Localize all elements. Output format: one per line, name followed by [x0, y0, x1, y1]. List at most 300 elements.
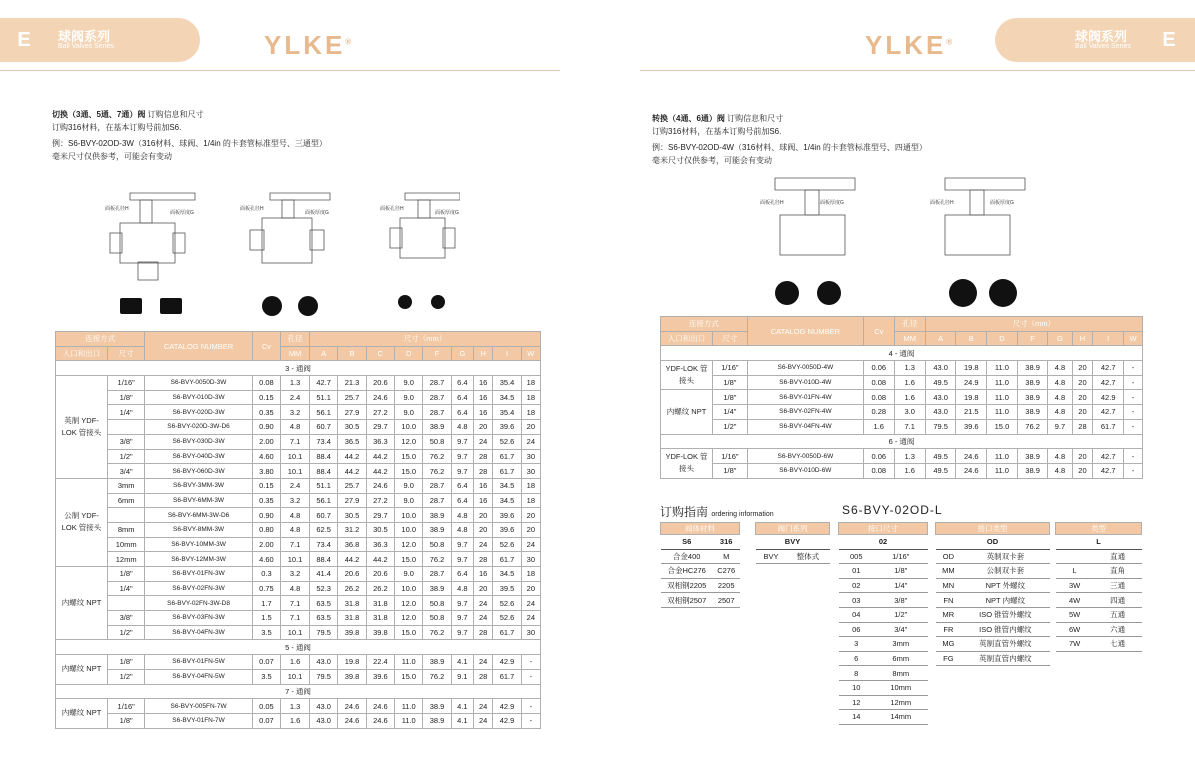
table-cell: C276 [713, 564, 740, 579]
col-a: A [925, 331, 956, 346]
list-item [936, 593, 1050, 608]
list-item [936, 564, 1050, 579]
table-cell: 76.2 [423, 625, 451, 640]
table-row [56, 611, 541, 626]
table-cell: 63.5 [310, 611, 338, 626]
table-row [56, 405, 541, 420]
col-f: F [423, 346, 451, 361]
table-cell: S6-BVY-01FN-5W [145, 655, 252, 670]
table-cell: 8mm [874, 666, 927, 681]
table-cell: 10mm [108, 537, 145, 552]
right-spec-table [660, 316, 1143, 479]
col-a: A [310, 346, 338, 361]
table-cell: 8mm [108, 522, 145, 537]
table-cell: S6-BVY-02FN-3W [145, 581, 252, 596]
table-cell: - [1124, 463, 1143, 478]
section-row [661, 434, 1143, 449]
ordering-size-table [838, 522, 928, 725]
table-cell: - [521, 669, 540, 684]
table-cell: 3 [839, 637, 875, 652]
list-item [839, 622, 928, 637]
table-cell: 20 [1072, 463, 1093, 478]
col-mm: MM [894, 331, 925, 346]
table-cell: 30.5 [338, 508, 366, 523]
list-item [839, 578, 928, 593]
col-w: W [521, 346, 540, 361]
table-cell: 52.6 [493, 611, 521, 626]
table-cell: 3mm [108, 478, 145, 493]
table-cell: 直通 [1094, 549, 1142, 564]
table-cell: 28 [474, 449, 493, 464]
group-label: 英制 YDF-LOK 管接头 [56, 376, 108, 479]
table-cell: 79.5 [310, 669, 338, 684]
table-cell: 16 [474, 405, 493, 420]
table-cell: 15.0 [395, 669, 423, 684]
table-cell: 0.06 [863, 449, 894, 464]
table-cell: 0.35 [252, 493, 280, 508]
table-cell: 38.9 [423, 713, 451, 728]
group-label: 内螺纹 NPT [56, 699, 108, 728]
table-cell: 1/2" [713, 419, 748, 434]
table-cell: 1/2" [874, 607, 927, 622]
table-cell: 26.2 [338, 581, 366, 596]
table-cell: 0.90 [252, 420, 280, 435]
table-cell: 6W [1056, 622, 1094, 637]
list-item [1056, 564, 1142, 579]
table-cell: 1.6 [281, 655, 310, 670]
table-cell: 20 [521, 508, 540, 523]
table-row [56, 713, 541, 728]
material-header: 阀体材料 [661, 523, 740, 535]
group-label: 内螺纹 NPT [56, 567, 108, 640]
table-cell: MG [936, 637, 962, 652]
right-header-tab [995, 18, 1195, 62]
table-cell: 9.1 [451, 669, 473, 684]
table-cell: 3mm [874, 637, 927, 652]
table-cell: 51.1 [310, 478, 338, 493]
table-cell: 1/16" [713, 361, 748, 376]
table-cell: 11.0 [987, 361, 1018, 376]
table-cell: 39.6 [493, 508, 521, 523]
table-cell: S6-BVY-060D-3W [145, 464, 252, 479]
table-cell: 0.07 [252, 655, 280, 670]
col-h: H [1072, 331, 1093, 346]
table-cell: 28 [474, 669, 493, 684]
table-cell: 1/2" [108, 625, 145, 640]
table-cell: 76.2 [423, 552, 451, 567]
table-row [56, 508, 541, 523]
table-cell: 10 [839, 680, 875, 695]
group-label: 公制 YDF-LOK 管接头 [56, 478, 108, 566]
table-cell: 4.60 [252, 552, 280, 567]
table-cell: 51.1 [310, 390, 338, 405]
table-row [56, 434, 541, 449]
table-cell: 6 - 通阀 [661, 434, 1143, 449]
table-cell: 9.7 [451, 464, 473, 479]
table-cell: NPT 内螺纹 [961, 593, 1049, 608]
col-b: B [338, 346, 366, 361]
table-cell: 3.2 [281, 567, 310, 582]
table-cell: 39.8 [366, 625, 394, 640]
col-i: I [1093, 331, 1124, 346]
table-cell: 31.8 [366, 611, 394, 626]
table-cell: 18 [521, 478, 540, 493]
table-row [661, 390, 1143, 405]
table-cell: 0.3 [252, 567, 280, 582]
table-cell: 1/4" [108, 581, 145, 596]
table-cell: 1/16" [108, 376, 145, 391]
table-cell: ISO 锥管内螺纹 [961, 622, 1049, 637]
table-cell: 01 [839, 564, 875, 579]
table-cell: 1/8" [108, 390, 145, 405]
table-row [56, 449, 541, 464]
list-item [661, 564, 740, 579]
table-cell: S6-BVY-040D-3W [145, 449, 252, 464]
table-cell [108, 596, 145, 611]
table-cell: 10mm [874, 680, 927, 695]
table-cell: 79.5 [310, 625, 338, 640]
table-cell: 15.0 [395, 625, 423, 640]
col-f: F [1017, 331, 1048, 346]
table-cell: 15.0 [395, 464, 423, 479]
table-cell: 1.3 [894, 449, 925, 464]
table-cell: 1.3 [894, 361, 925, 376]
table-cell: 6 [839, 651, 875, 666]
table-cell: 50.8 [423, 611, 451, 626]
table-cell: S6-BVY-12MM-3W [145, 552, 252, 567]
table-row [56, 552, 541, 567]
table-cell: 61.7 [493, 552, 521, 567]
table-cell: 30.5 [338, 420, 366, 435]
table-cell: 1/16" [713, 449, 748, 464]
table-cell: 3/4" [108, 464, 145, 479]
list-item [936, 651, 1050, 666]
table-row [56, 522, 541, 537]
table-cell: 9.7 [451, 625, 473, 640]
table-cell: 1/8" [713, 390, 748, 405]
table-cell: 24.6 [366, 478, 394, 493]
table-cell: 1/8" [713, 375, 748, 390]
col-cv: Cv [252, 332, 280, 361]
table-cell: 1/8" [108, 567, 145, 582]
table-cell: 42.7 [1093, 463, 1124, 478]
table-cell: 16 [474, 567, 493, 582]
table-cell: 61.7 [493, 449, 521, 464]
table-cell: 31.8 [338, 611, 366, 626]
section-title: 球阀系列 [58, 29, 111, 44]
series-header: 阀门系列 [756, 523, 830, 535]
table-cell: 三通 [1094, 578, 1142, 593]
table-cell: 3/8" [108, 611, 145, 626]
table-cell: 22.4 [366, 655, 394, 670]
table-cell: 36.3 [366, 537, 394, 552]
table-cell: 0.28 [863, 405, 894, 420]
group-label: YDF-LOK 管接头 [661, 361, 713, 390]
table-cell: 9.7 [451, 596, 473, 611]
table-cell: 0.08 [863, 390, 894, 405]
table-cell: S6-BVY-010D-6W [747, 463, 863, 478]
table-cell: 38.9 [1017, 405, 1048, 420]
list-item [839, 564, 928, 579]
table-cell: 12.0 [395, 596, 423, 611]
valve-drawings-4way [755, 168, 1035, 313]
table-row [56, 625, 541, 640]
table-cell: 25.7 [338, 390, 366, 405]
table-cell: 42.7 [1093, 375, 1124, 390]
table-cell: - [521, 655, 540, 670]
table-cell: 9.7 [451, 552, 473, 567]
list-item [661, 549, 740, 564]
table-cell: 14 [839, 710, 875, 725]
table-cell: 1/8" [874, 564, 927, 579]
table-cell: S6-BVY-04FN-5W [145, 669, 252, 684]
table-cell: 11.0 [395, 699, 423, 714]
table-cell: 4.8 [281, 508, 310, 523]
table-cell: 1.6 [894, 375, 925, 390]
table-cell: 44.2 [366, 449, 394, 464]
list-item [1056, 637, 1142, 652]
table-cell: 61.7 [493, 464, 521, 479]
list-item [936, 549, 1050, 564]
table-cell: 24.6 [366, 713, 394, 728]
list-item [839, 637, 928, 652]
table-cell: 3.5 [252, 625, 280, 640]
table-cell: 11.0 [987, 449, 1018, 464]
table-row [56, 464, 541, 479]
col-hole: 孔径 [894, 317, 925, 332]
table-row [661, 361, 1143, 376]
ordering-code-row [839, 535, 928, 550]
section-title: 球阀系列 [1075, 29, 1128, 44]
table-cell: 43.0 [925, 361, 956, 376]
table-cell: 1.3 [281, 699, 310, 714]
table-cell: S6-BVY-6MM-3W-D6 [145, 508, 252, 523]
table-cell: 24.6 [366, 699, 394, 714]
table-cell: 88.4 [310, 552, 338, 567]
table-cell: 005 [839, 549, 875, 564]
table-cell: 30 [521, 552, 540, 567]
table-cell: 3.80 [252, 464, 280, 479]
table-cell: 76.2 [423, 449, 451, 464]
svg-text:面板厚度G: 面板厚度G [990, 200, 1014, 206]
type-header: 接口类型 [936, 523, 1050, 535]
table-cell: 16 [474, 390, 493, 405]
table-cell: 42.9 [1093, 390, 1124, 405]
table-cell: 4.60 [252, 449, 280, 464]
table-cell: 42.7 [1093, 449, 1124, 464]
table-cell: 49.5 [925, 375, 956, 390]
table-cell: - [1124, 361, 1143, 376]
table-cell: 4.8 [1048, 390, 1072, 405]
table-row [661, 449, 1143, 464]
table-cell: S6-BVY-010D-4W [747, 375, 863, 390]
table-cell: 2.4 [281, 478, 310, 493]
table-cell: S6-BVY-01FN-3W [145, 567, 252, 582]
table-cell: 03 [839, 593, 875, 608]
table-cell: 49.5 [925, 449, 956, 464]
table-cell: 16 [474, 376, 493, 391]
table-cell: S6-BVY-0050D-3W [145, 376, 252, 391]
table-cell: 29.7 [366, 508, 394, 523]
svg-text:面板厚度G: 面板厚度G [435, 210, 459, 216]
table-cell: 39.5 [493, 581, 521, 596]
table-cell: 39.8 [338, 669, 366, 684]
table-cell: 28.7 [423, 478, 451, 493]
table-cell: 7 - 通阀 [56, 684, 541, 699]
table-cell: 19.8 [956, 361, 987, 376]
table-row [56, 567, 541, 582]
table-cell: 1/4" [874, 578, 927, 593]
table-cell: 5 - 通阀 [56, 640, 541, 655]
table-cell: 04 [839, 607, 875, 622]
group-label: 内螺纹 NPT [56, 655, 108, 684]
table-cell: 20 [1072, 390, 1093, 405]
table-cell: 52.3 [310, 581, 338, 596]
table-cell: 9.0 [395, 478, 423, 493]
table-row [56, 581, 541, 596]
ordering-example-code: S6-BVY-02OD-L [842, 503, 943, 517]
col-inlet: 入口和出口 [56, 346, 108, 361]
col-d: D [395, 346, 423, 361]
table-cell: 2.00 [252, 537, 280, 552]
divider [0, 70, 560, 71]
section-subtitle: Ball Valves Series [1075, 43, 1131, 50]
table-cell: L [1056, 535, 1142, 550]
table-cell: 34.5 [493, 478, 521, 493]
list-item [1056, 607, 1142, 622]
table-cell: 38.9 [1017, 449, 1048, 464]
table-row [56, 376, 541, 391]
table-cell: 1/8" [713, 463, 748, 478]
table-cell: 28 [474, 552, 493, 567]
table-cell: 06 [839, 622, 875, 637]
table-cell: 27.9 [338, 405, 366, 420]
table-row [56, 669, 541, 684]
table-cell: - [521, 699, 540, 714]
table-cell: 0.15 [252, 390, 280, 405]
table-cell: 24 [474, 655, 493, 670]
table-cell: 7.1 [894, 419, 925, 434]
table-cell: 20 [474, 420, 493, 435]
table-cell: 4.8 [281, 581, 310, 596]
valve-drawings-3way [100, 178, 460, 323]
table-cell: 43.0 [925, 405, 956, 420]
table-cell: 10.0 [395, 508, 423, 523]
table-cell: 43.0 [925, 390, 956, 405]
table-cell: 20 [1072, 361, 1093, 376]
table-cell: 3/8" [108, 434, 145, 449]
table-cell: 24 [521, 537, 540, 552]
table-cell: 12.0 [395, 434, 423, 449]
section-row [56, 361, 541, 376]
table-cell: 12mm [108, 552, 145, 567]
table-cell: 11.0 [987, 463, 1018, 478]
table-cell: 5W [1056, 607, 1094, 622]
table-cell: 1.3 [281, 376, 310, 391]
table-cell: 双相钢2205 [661, 578, 713, 593]
list-item [1056, 622, 1142, 637]
table-cell: S6-BVY-8MM-3W [145, 522, 252, 537]
table-cell: 0.15 [252, 478, 280, 493]
svg-text:面板厚度G: 面板厚度G [170, 210, 194, 216]
table-cell: 18 [521, 405, 540, 420]
table-cell: 29.7 [366, 420, 394, 435]
table-cell: 39.6 [956, 419, 987, 434]
col-cv: Cv [863, 317, 894, 346]
table-cell: 18 [521, 390, 540, 405]
table-cell: 20 [521, 420, 540, 435]
table-cell: 24 [521, 434, 540, 449]
table-cell: 25.7 [338, 478, 366, 493]
table-cell: 9.0 [395, 376, 423, 391]
table-cell: 4W [1056, 593, 1094, 608]
table-cell: 0.35 [252, 405, 280, 420]
col-dims: 尺寸（mm） [310, 332, 541, 347]
table-cell: 20.6 [366, 376, 394, 391]
table-cell: 88.4 [310, 449, 338, 464]
table-cell: 34.5 [493, 493, 521, 508]
table-cell: 24 [474, 537, 493, 552]
table-cell: 35.4 [493, 376, 521, 391]
table-cell: 11.0 [987, 375, 1018, 390]
table-cell: 43.0 [310, 713, 338, 728]
table-cell: 39.6 [366, 669, 394, 684]
size-header: 接口尺寸 [839, 523, 928, 535]
table-cell: 24 [521, 611, 540, 626]
table-cell: 公制双卡套 [961, 564, 1049, 579]
table-cell: 10.1 [281, 552, 310, 567]
table-cell: 10.0 [395, 581, 423, 596]
table-cell: FN [936, 593, 962, 608]
table-cell: BVY [756, 535, 830, 550]
table-cell: 44.2 [338, 464, 366, 479]
table-cell: 4.8 [1048, 449, 1072, 464]
table-cell: - [521, 713, 540, 728]
table-cell: 0.05 [252, 699, 280, 714]
table-cell: 12.0 [395, 537, 423, 552]
table-cell: 6.4 [451, 478, 473, 493]
table-cell: S6-BVY-01FN-4W [747, 390, 863, 405]
table-cell: 16 [474, 478, 493, 493]
table-cell: FG [936, 651, 962, 666]
table-cell: NPT 外螺纹 [961, 578, 1049, 593]
table-cell: S6-BVY-02FN-3W-D8 [145, 596, 252, 611]
table-cell: 24.9 [956, 375, 987, 390]
table-cell: 4.8 [451, 522, 473, 537]
col-b: B [956, 331, 987, 346]
table-cell: 39.6 [493, 522, 521, 537]
table-cell: M [713, 549, 740, 564]
table-cell: 1/8" [108, 713, 145, 728]
col-conn: 连接方式 [661, 317, 748, 332]
table-cell: 15.0 [395, 449, 423, 464]
table-cell: 42.7 [1093, 405, 1124, 420]
table-cell: 7.1 [281, 537, 310, 552]
table-cell: 31.8 [338, 596, 366, 611]
col-i: I [493, 346, 521, 361]
table-cell: 20 [474, 522, 493, 537]
table-cell: 7W [1056, 637, 1094, 652]
table-cell: 42.7 [310, 376, 338, 391]
table-cell: 1/8" [108, 655, 145, 670]
table-cell: 24.6 [366, 390, 394, 405]
table-cell: 20 [474, 581, 493, 596]
table-cell: 20 [1072, 405, 1093, 420]
table-cell: 43.0 [310, 699, 338, 714]
table-cell: 1.6 [281, 713, 310, 728]
table-cell: 28.7 [423, 405, 451, 420]
table-cell: 1/16" [108, 699, 145, 714]
